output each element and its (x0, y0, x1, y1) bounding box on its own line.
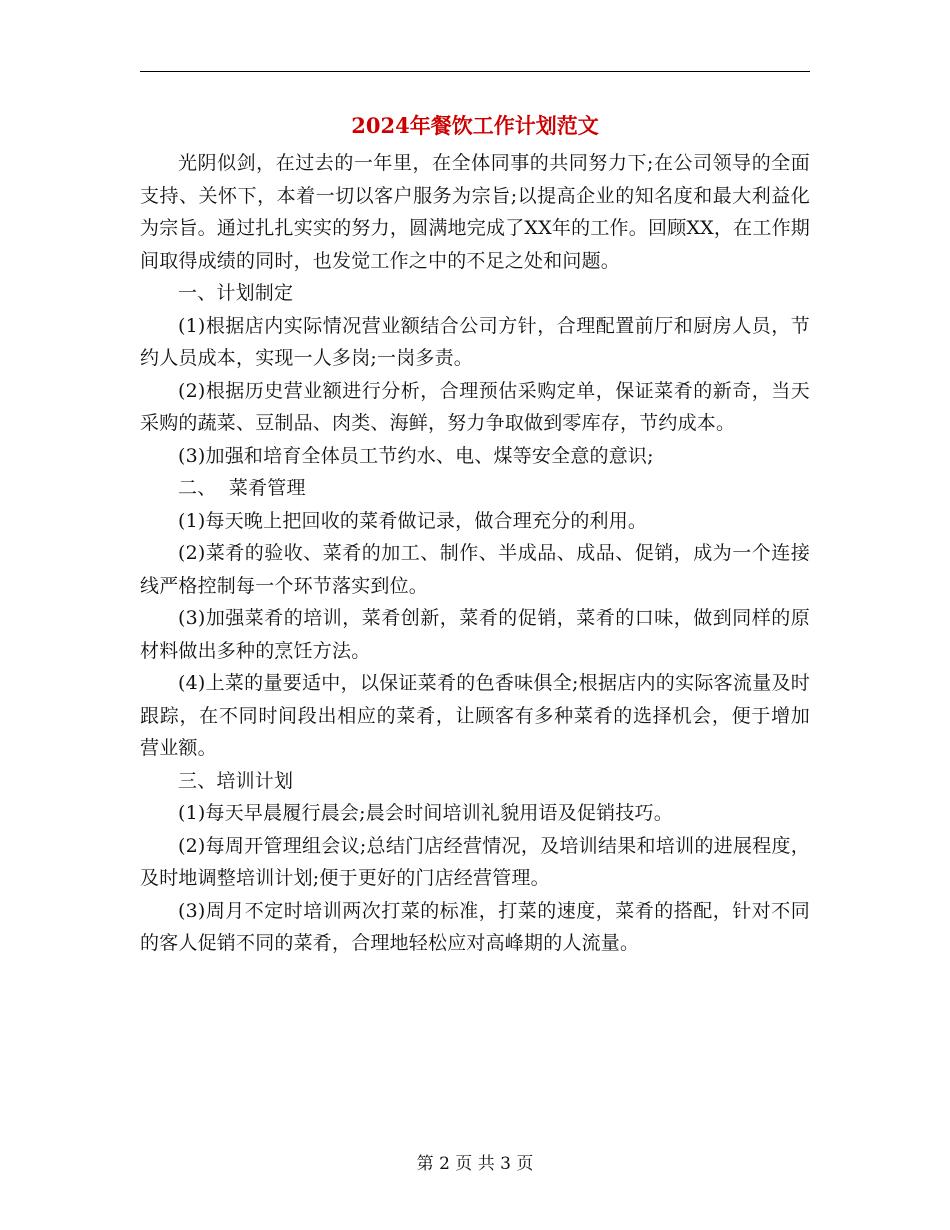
paragraph-plan-3: (3)加强和培育全体员工节约水、电、煤等安全意的意识; (178, 444, 654, 467)
header-rule (140, 71, 810, 72)
section-heading-dishes: 二、 菜肴管理 (178, 477, 306, 499)
section-heading-plan: 一、计划制定 (178, 282, 294, 304)
section-heading-training: 三、培训计划 (178, 769, 294, 792)
paragraph-plan-1: (1)根据店内实际情况营业额结合公司方针，合理配置前厅和厨房人员，节约人员成本，实现一人多岗;一岗多责。 (140, 314, 810, 369)
document-title: 2024年餐饮工作计划范文 (351, 113, 599, 138)
page-number: 第 2 页 共 3 页 (416, 1154, 534, 1174)
paragraph-training-2: (2)每周开管理组会议;总结门店经营情况，及培训结果和培训的进展程度，及时地调整培训计划;便于更好的门店经营管理。 (140, 834, 810, 889)
paragraph-intro: 光阴似剑，在过去的一年里，在全体同事的共同努力下;在公司领导的全面支持、关怀下，本着一切以客户服务为宗旨;以提高企业的知名度和最大利益化为宗旨。通过扎扎实实的努力，圆满地完成了XX年的工作。回顾XX，在工作期间取得成绩的同时，也发觉工作之中的不足之处和问题。 (140, 152, 810, 272)
document-body (140, 147, 810, 960)
paragraph-dishes-3: (3)加强菜肴的培训，菜肴创新，菜肴的促销，菜肴的口味，做到同样的原材料做出多种的烹饪方法。 (140, 607, 810, 662)
paragraph-dishes-1: (1)每天晚上把回收的菜肴做记录，做合理充分的利用。 (178, 509, 648, 532)
paragraph-dishes-2: (2)菜肴的验收、菜肴的加工、制作、半成品、成品、促销，成为一个连接线严格控制每一个环节落实到位。 (140, 542, 810, 597)
paragraph-plan-2: (2)根据历史营业额进行分析，合理预估采购定单，保证菜肴的新奇，当天采购的蔬菜、豆制品、肉类、海鲜，努力争取做到零库存，节约成本。 (140, 379, 810, 434)
paragraph-training-1: (1)每天早晨履行晨会;晨会时间培训礼貌用语及促销技巧。 (178, 802, 673, 824)
paragraph-dishes-4: (4)上菜的量要适中，以保证菜肴的色香味俱全;根据店内的实际客流量及时跟踪，在不同时间段出相应的菜肴，让顾客有多种菜肴的选择机会，便于增加营业额。 (140, 672, 810, 759)
paragraph-training-3: (3)周月不定时培训两次打菜的标准，打菜的速度，菜肴的搭配，针对不同的客人促销不同的菜肴，合理地轻松应对高峰期的人流量。 (140, 899, 810, 954)
